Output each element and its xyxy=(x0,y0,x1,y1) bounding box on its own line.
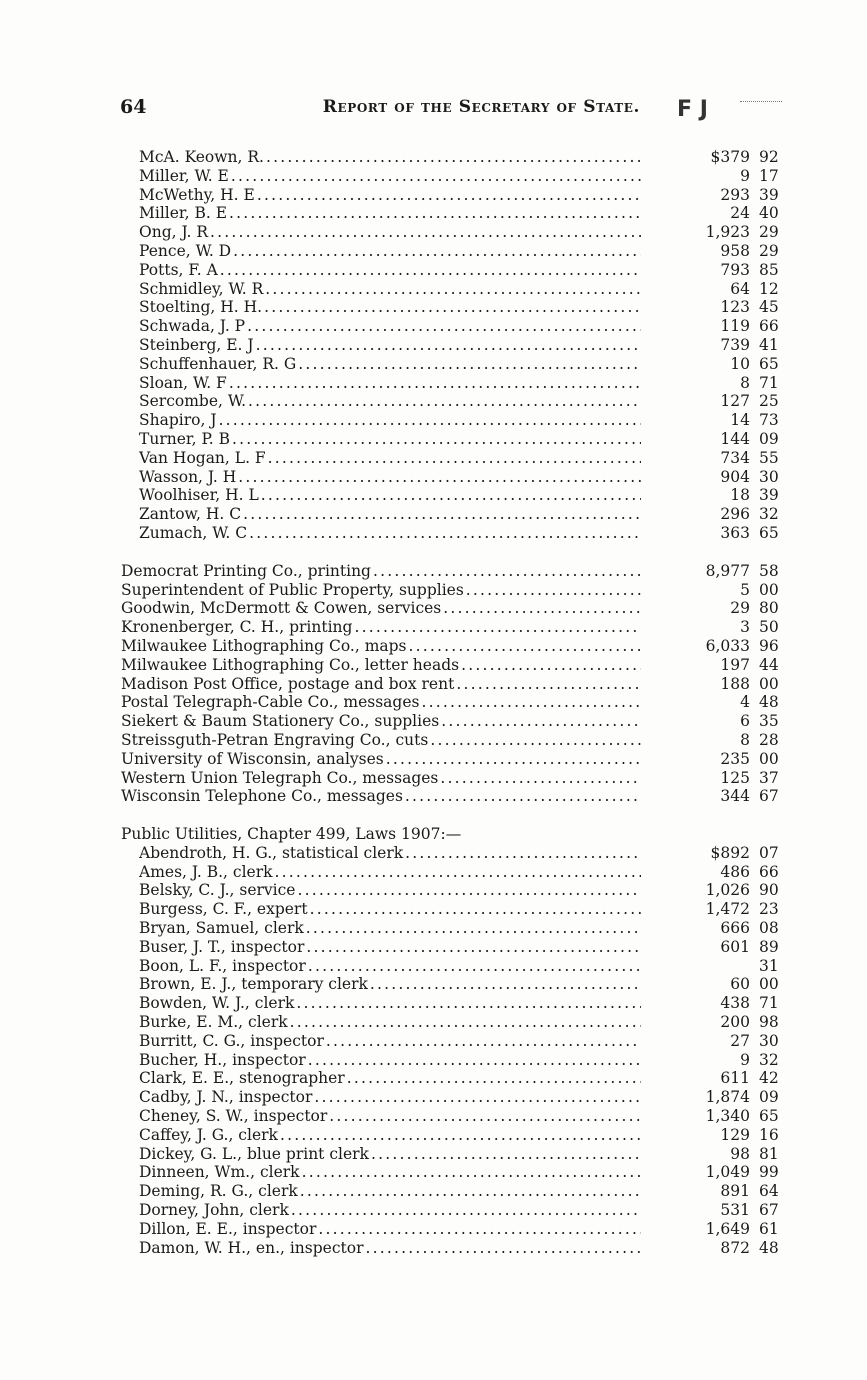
amount-dollars: 1,874 xyxy=(705,1088,750,1107)
amount-cents: 30 xyxy=(759,1031,779,1050)
amount-cents: 09 xyxy=(759,1088,779,1107)
amount-cents: 08 xyxy=(759,919,779,938)
amount-cents: 39 xyxy=(759,185,779,204)
amount-dollars: 8 xyxy=(740,730,750,749)
ledger-row xyxy=(0,1145,867,1164)
section-heading-row xyxy=(0,825,867,844)
section-gap xyxy=(0,806,867,825)
amount-cents: 40 xyxy=(759,204,779,223)
amount-cents: 48 xyxy=(759,693,779,712)
ledger-row xyxy=(0,468,867,487)
ledger-row xyxy=(0,355,867,374)
amount-dollars: 188 xyxy=(720,674,750,693)
payee-name: Democrat Printing Co., printing ..... xyxy=(121,562,641,581)
amount-cents: 25 xyxy=(759,392,779,411)
amount-dollars: 129 xyxy=(720,1125,750,1144)
ledger-row xyxy=(0,693,867,712)
amount-dollars: 6 xyxy=(740,712,750,731)
amount-dollars: 64 xyxy=(730,279,750,298)
amount-cents: 42 xyxy=(759,1069,779,1088)
payee-name: Zumach, W. C ..... xyxy=(139,524,641,543)
amount-cents: 00 xyxy=(759,674,779,693)
amount-dollars: 9 xyxy=(740,166,750,185)
payee-name: Dillon, E. E., inspector ..... xyxy=(139,1220,641,1239)
ledger-row xyxy=(0,242,867,261)
amount-cents: 32 xyxy=(759,1050,779,1069)
payee-name: Cadby, J. N., inspector ..... xyxy=(139,1088,641,1107)
amount-cents: 98 xyxy=(759,1013,779,1032)
amount-cents: 23 xyxy=(759,900,779,919)
payee-name: Dinneen, Wm., clerk ..... xyxy=(139,1163,641,1182)
amount-dollars: 18 xyxy=(730,486,750,505)
ledger-row xyxy=(0,204,867,223)
payee-name: Caffey, J. G., clerk ..... xyxy=(139,1126,641,1145)
ledger-row xyxy=(0,524,867,543)
amount-dollars: 197 xyxy=(720,655,750,674)
payee-name: Bucher, H., inspector ..... xyxy=(139,1051,641,1070)
amount-cents: 66 xyxy=(759,317,779,336)
payee-name: Siekert & Baum Stationery Co., supplies ..... xyxy=(121,712,641,731)
ledger-row xyxy=(0,223,867,242)
amount-cents: 09 xyxy=(759,429,779,448)
ledger-row xyxy=(0,599,867,618)
ledger-row xyxy=(0,1088,867,1107)
payee-name: Turner, P. B ..... xyxy=(139,430,641,449)
stamp-dotted-line xyxy=(740,101,782,102)
amount-dollars: 4 xyxy=(740,693,750,712)
payee-name: Cheney, S. W., inspector ..... xyxy=(139,1107,641,1126)
payee-name: Belsky, C. J., service ..... xyxy=(139,881,641,900)
ledger-row xyxy=(0,317,867,336)
payee-name: Woolhiser, H. L ..... xyxy=(139,486,641,505)
amount-dollars: 1,923 xyxy=(705,223,750,242)
amount-cents: 67 xyxy=(759,787,779,806)
payee-name: Madison Post Office, postage and box rent ..... xyxy=(121,675,641,694)
amount-dollars: 739 xyxy=(720,335,750,354)
payee-name: Burritt, C. G., inspector ..... xyxy=(139,1032,641,1051)
amount-dollars: 296 xyxy=(720,505,750,524)
amount-dollars: 958 xyxy=(720,241,750,260)
amount-dollars: 29 xyxy=(730,599,750,618)
ledger-row xyxy=(0,863,867,882)
amount-dollars: 891 xyxy=(720,1182,750,1201)
amount-cents: 65 xyxy=(759,1107,779,1126)
payee-name: Steinberg, E. J ..... xyxy=(139,336,641,355)
amount-dollars: 200 xyxy=(720,1013,750,1032)
payee-name: Buser, J. T., inspector ..... xyxy=(139,938,641,957)
amount-cents: 89 xyxy=(759,937,779,956)
amount-dollars: 127 xyxy=(720,392,750,411)
ledger-row xyxy=(0,1032,867,1051)
amount-dollars: 8 xyxy=(740,373,750,392)
payee-name: Western Union Telegraph Co., messages ..... xyxy=(121,769,641,788)
amount-dollars: 9 xyxy=(740,1050,750,1069)
payee-name: Zantow, H. C ..... xyxy=(139,505,641,524)
amount-cents: 29 xyxy=(759,241,779,260)
ledger-row xyxy=(0,844,867,863)
amount-cents: 71 xyxy=(759,373,779,392)
amount-dollars: 24 xyxy=(730,204,750,223)
section-gap xyxy=(0,543,867,562)
amount-cents: 30 xyxy=(759,467,779,486)
ledger-row xyxy=(0,750,867,769)
amount-cents: 85 xyxy=(759,260,779,279)
payee-name: Burgess, C. F., expert ..... xyxy=(139,900,641,919)
ledger-row xyxy=(0,449,867,468)
payee-name: Superintendent of Public Property, supplies ..... xyxy=(121,581,641,600)
amount-dollars: 904 xyxy=(720,467,750,486)
payee-name: McA. Keown, R. ..... xyxy=(139,148,641,167)
amount-dollars: 793 xyxy=(720,260,750,279)
ledger-row xyxy=(0,975,867,994)
amount-dollars: 14 xyxy=(730,411,750,430)
payee-name: Pence, W. D ..... xyxy=(139,242,641,261)
payee-name: Dorney, John, clerk ..... xyxy=(139,1201,641,1220)
ledger-row xyxy=(0,675,867,694)
amount-dollars: 363 xyxy=(720,523,750,542)
payee-name: Goodwin, McDermott & Cowen, services ..... xyxy=(121,599,641,618)
ledger-row xyxy=(0,938,867,957)
payee-name: Sercombe, W. ..... xyxy=(139,392,641,411)
ledger xyxy=(0,148,867,1257)
section-public-utilities xyxy=(0,825,867,1257)
page-number: 64 xyxy=(120,96,147,118)
ledger-row xyxy=(0,581,867,600)
amount-dollars: 235 xyxy=(720,749,750,768)
amount-cents: 41 xyxy=(759,335,779,354)
ledger-row xyxy=(0,731,867,750)
amount-dollars: 8,977 xyxy=(705,561,750,580)
payee-name: Damon, W. H., en., inspector ..... xyxy=(139,1239,641,1258)
ledger-row xyxy=(0,1163,867,1182)
ledger-row xyxy=(0,881,867,900)
amount-cents: 61 xyxy=(759,1219,779,1238)
section-individuals xyxy=(0,148,867,543)
payee-name: Clark, E. E., stenographer ..... xyxy=(139,1069,641,1088)
amount-dollars: 601 xyxy=(720,937,750,956)
ledger-row xyxy=(0,186,867,205)
amount-cents: 64 xyxy=(759,1182,779,1201)
amount-dollars: $892 xyxy=(710,843,750,862)
amount-dollars: 293 xyxy=(720,185,750,204)
ledger-row xyxy=(0,957,867,976)
amount-dollars: 486 xyxy=(720,862,750,881)
amount-dollars: 438 xyxy=(720,994,750,1013)
amount-dollars: 98 xyxy=(730,1144,750,1163)
amount-cents: 31 xyxy=(759,956,779,975)
ledger-row xyxy=(0,919,867,938)
ledger-row xyxy=(0,1220,867,1239)
payee-name: Sloan, W. F ..... xyxy=(139,374,641,393)
amount-cents: 48 xyxy=(759,1238,779,1257)
page-header xyxy=(120,96,640,122)
amount-cents: 80 xyxy=(759,599,779,618)
amount-cents: 65 xyxy=(759,523,779,542)
section-companies xyxy=(0,562,867,806)
amount-cents: 44 xyxy=(759,655,779,674)
amount-dollars: 60 xyxy=(730,975,750,994)
ledger-row xyxy=(0,994,867,1013)
payee-name: McWethy, H. E ..... xyxy=(139,186,641,205)
ledger-row xyxy=(0,336,867,355)
amount-cents: 81 xyxy=(759,1144,779,1163)
amount-dollars: 872 xyxy=(720,1238,750,1257)
payee-name: Wasson, J. H ..... xyxy=(139,468,641,487)
ledger-row xyxy=(0,562,867,581)
amount-cents: 45 xyxy=(759,298,779,317)
ledger-row xyxy=(0,280,867,299)
amount-dollars: 144 xyxy=(720,429,750,448)
amount-dollars: 1,049 xyxy=(705,1163,750,1182)
ledger-row xyxy=(0,430,867,449)
payee-name: Schmidley, W. R ..... xyxy=(139,280,641,299)
ledger-row xyxy=(0,900,867,919)
ledger-row xyxy=(0,1239,867,1258)
section-heading: Public Utilities, Chapter 499, Laws 1907:— xyxy=(121,825,462,844)
amount-cents: 99 xyxy=(759,1163,779,1182)
ledger-row xyxy=(0,712,867,731)
amount-cents: 96 xyxy=(759,636,779,655)
payee-name: University of Wisconsin, analyses ..... xyxy=(121,750,641,769)
amount-dollars: $379 xyxy=(710,148,750,166)
amount-dollars: 3 xyxy=(740,618,750,637)
amount-dollars: 6,033 xyxy=(705,636,750,655)
amount-cents: 00 xyxy=(759,580,779,599)
running-head: Report of the Secretary of State. xyxy=(322,97,640,117)
amount-cents: 07 xyxy=(759,843,779,862)
payee-name: Schwada, J. P ..... xyxy=(139,317,641,336)
ledger-row xyxy=(0,261,867,280)
amount-cents: 17 xyxy=(759,166,779,185)
amount-cents: 29 xyxy=(759,223,779,242)
amount-cents: 35 xyxy=(759,712,779,731)
amount-dollars: 123 xyxy=(720,298,750,317)
payee-name: Burke, E. M., clerk ..... xyxy=(139,1013,641,1032)
ledger-row xyxy=(0,298,867,317)
ledger-row xyxy=(0,505,867,524)
ledger-row xyxy=(0,769,867,788)
payee-name: Bowden, W. J., clerk ..... xyxy=(139,994,641,1013)
amount-dollars: 1,649 xyxy=(705,1219,750,1238)
ledger-row xyxy=(0,656,867,675)
payee-name: Ong, J. R ..... xyxy=(139,223,641,242)
payee-name: Shapiro, J ..... xyxy=(139,411,641,430)
ledger-row xyxy=(0,1051,867,1070)
payee-name: Wisconsin Telephone Co., messages ..... xyxy=(121,787,641,806)
amount-dollars: 344 xyxy=(720,787,750,806)
payee-name: Schuffenhauer, R. G ..... xyxy=(139,355,641,374)
amount-cents: 66 xyxy=(759,862,779,881)
amount-cents: 67 xyxy=(759,1201,779,1220)
amount-cents: 90 xyxy=(759,881,779,900)
payee-name: Milwaukee Lithographing Co., maps ..... xyxy=(121,637,641,656)
ledger-row xyxy=(0,1201,867,1220)
payee-name: Milwaukee Lithographing Co., letter heads ..... xyxy=(121,656,641,675)
ledger-row xyxy=(0,1107,867,1126)
amount-dollars: 10 xyxy=(730,354,750,373)
ledger-row xyxy=(0,167,867,186)
payee-name: Miller, W. E ..... xyxy=(139,167,641,186)
amount-cents: 16 xyxy=(759,1125,779,1144)
amount-dollars: 531 xyxy=(720,1201,750,1220)
payee-name: Dickey, G. L., blue print clerk ..... xyxy=(139,1145,641,1164)
ledger-row xyxy=(0,148,867,167)
payee-name: Stoelting, H. H. ..... xyxy=(139,298,641,317)
payee-name: Van Hogan, L. F ..... xyxy=(139,449,641,468)
amount-cents: 73 xyxy=(759,411,779,430)
library-stamp: F J xyxy=(677,97,708,122)
amount-cents: 39 xyxy=(759,486,779,505)
ledger-row xyxy=(0,1182,867,1201)
payee-name: Bryan, Samuel, clerk ..... xyxy=(139,919,641,938)
ledger-row xyxy=(0,392,867,411)
amount-cents: 32 xyxy=(759,505,779,524)
amount-dollars: 1,340 xyxy=(705,1107,750,1126)
payee-name: Boon, L. F., inspector ..... xyxy=(139,957,641,976)
amount-cents: 92 xyxy=(759,148,779,166)
ledger-row xyxy=(0,374,867,393)
payee-name: Miller, B. E ..... xyxy=(139,204,641,223)
amount-cents: 12 xyxy=(759,279,779,298)
payee-name: Deming, R. G., clerk ..... xyxy=(139,1182,641,1201)
ledger-row xyxy=(0,618,867,637)
amount-cents: 50 xyxy=(759,618,779,637)
amount-dollars: 27 xyxy=(730,1031,750,1050)
amount-cents: 58 xyxy=(759,561,779,580)
ledger-row xyxy=(0,1069,867,1088)
amount-cents: 00 xyxy=(759,749,779,768)
amount-dollars: 5 xyxy=(740,580,750,599)
ledger-row xyxy=(0,637,867,656)
payee-name: Abendroth, H. G., statistical clerk ..... xyxy=(139,844,641,863)
amount-dollars: 1,026 xyxy=(705,881,750,900)
amount-cents: 37 xyxy=(759,768,779,787)
payee-name: Postal Telegraph-Cable Co., messages ..... xyxy=(121,693,641,712)
amount-dollars: 734 xyxy=(720,448,750,467)
amount-dollars: 1,472 xyxy=(705,900,750,919)
amount-dollars: 666 xyxy=(720,919,750,938)
amount-cents: 71 xyxy=(759,994,779,1013)
amount-dollars: 611 xyxy=(720,1069,750,1088)
ledger-row xyxy=(0,486,867,505)
payee-name: Streissguth-Petran Engraving Co., cuts ..... xyxy=(121,731,641,750)
amount-cents: 65 xyxy=(759,354,779,373)
amount-cents: 55 xyxy=(759,448,779,467)
amount-dollars: 125 xyxy=(720,768,750,787)
payee-name: Kronenberger, C. H., printing ..... xyxy=(121,618,641,637)
payee-name: Ames, J. B., clerk ..... xyxy=(139,863,641,882)
amount-cents: 28 xyxy=(759,730,779,749)
payee-name: Potts, F. A ..... xyxy=(139,261,641,280)
ledger-row xyxy=(0,1126,867,1145)
ledger-row xyxy=(0,411,867,430)
amount-cents: 00 xyxy=(759,975,779,994)
payee-name: Brown, E. J., temporary clerk ..... xyxy=(139,975,641,994)
ledger-row xyxy=(0,787,867,806)
amount-dollars: 119 xyxy=(720,317,750,336)
ledger-row xyxy=(0,1013,867,1032)
